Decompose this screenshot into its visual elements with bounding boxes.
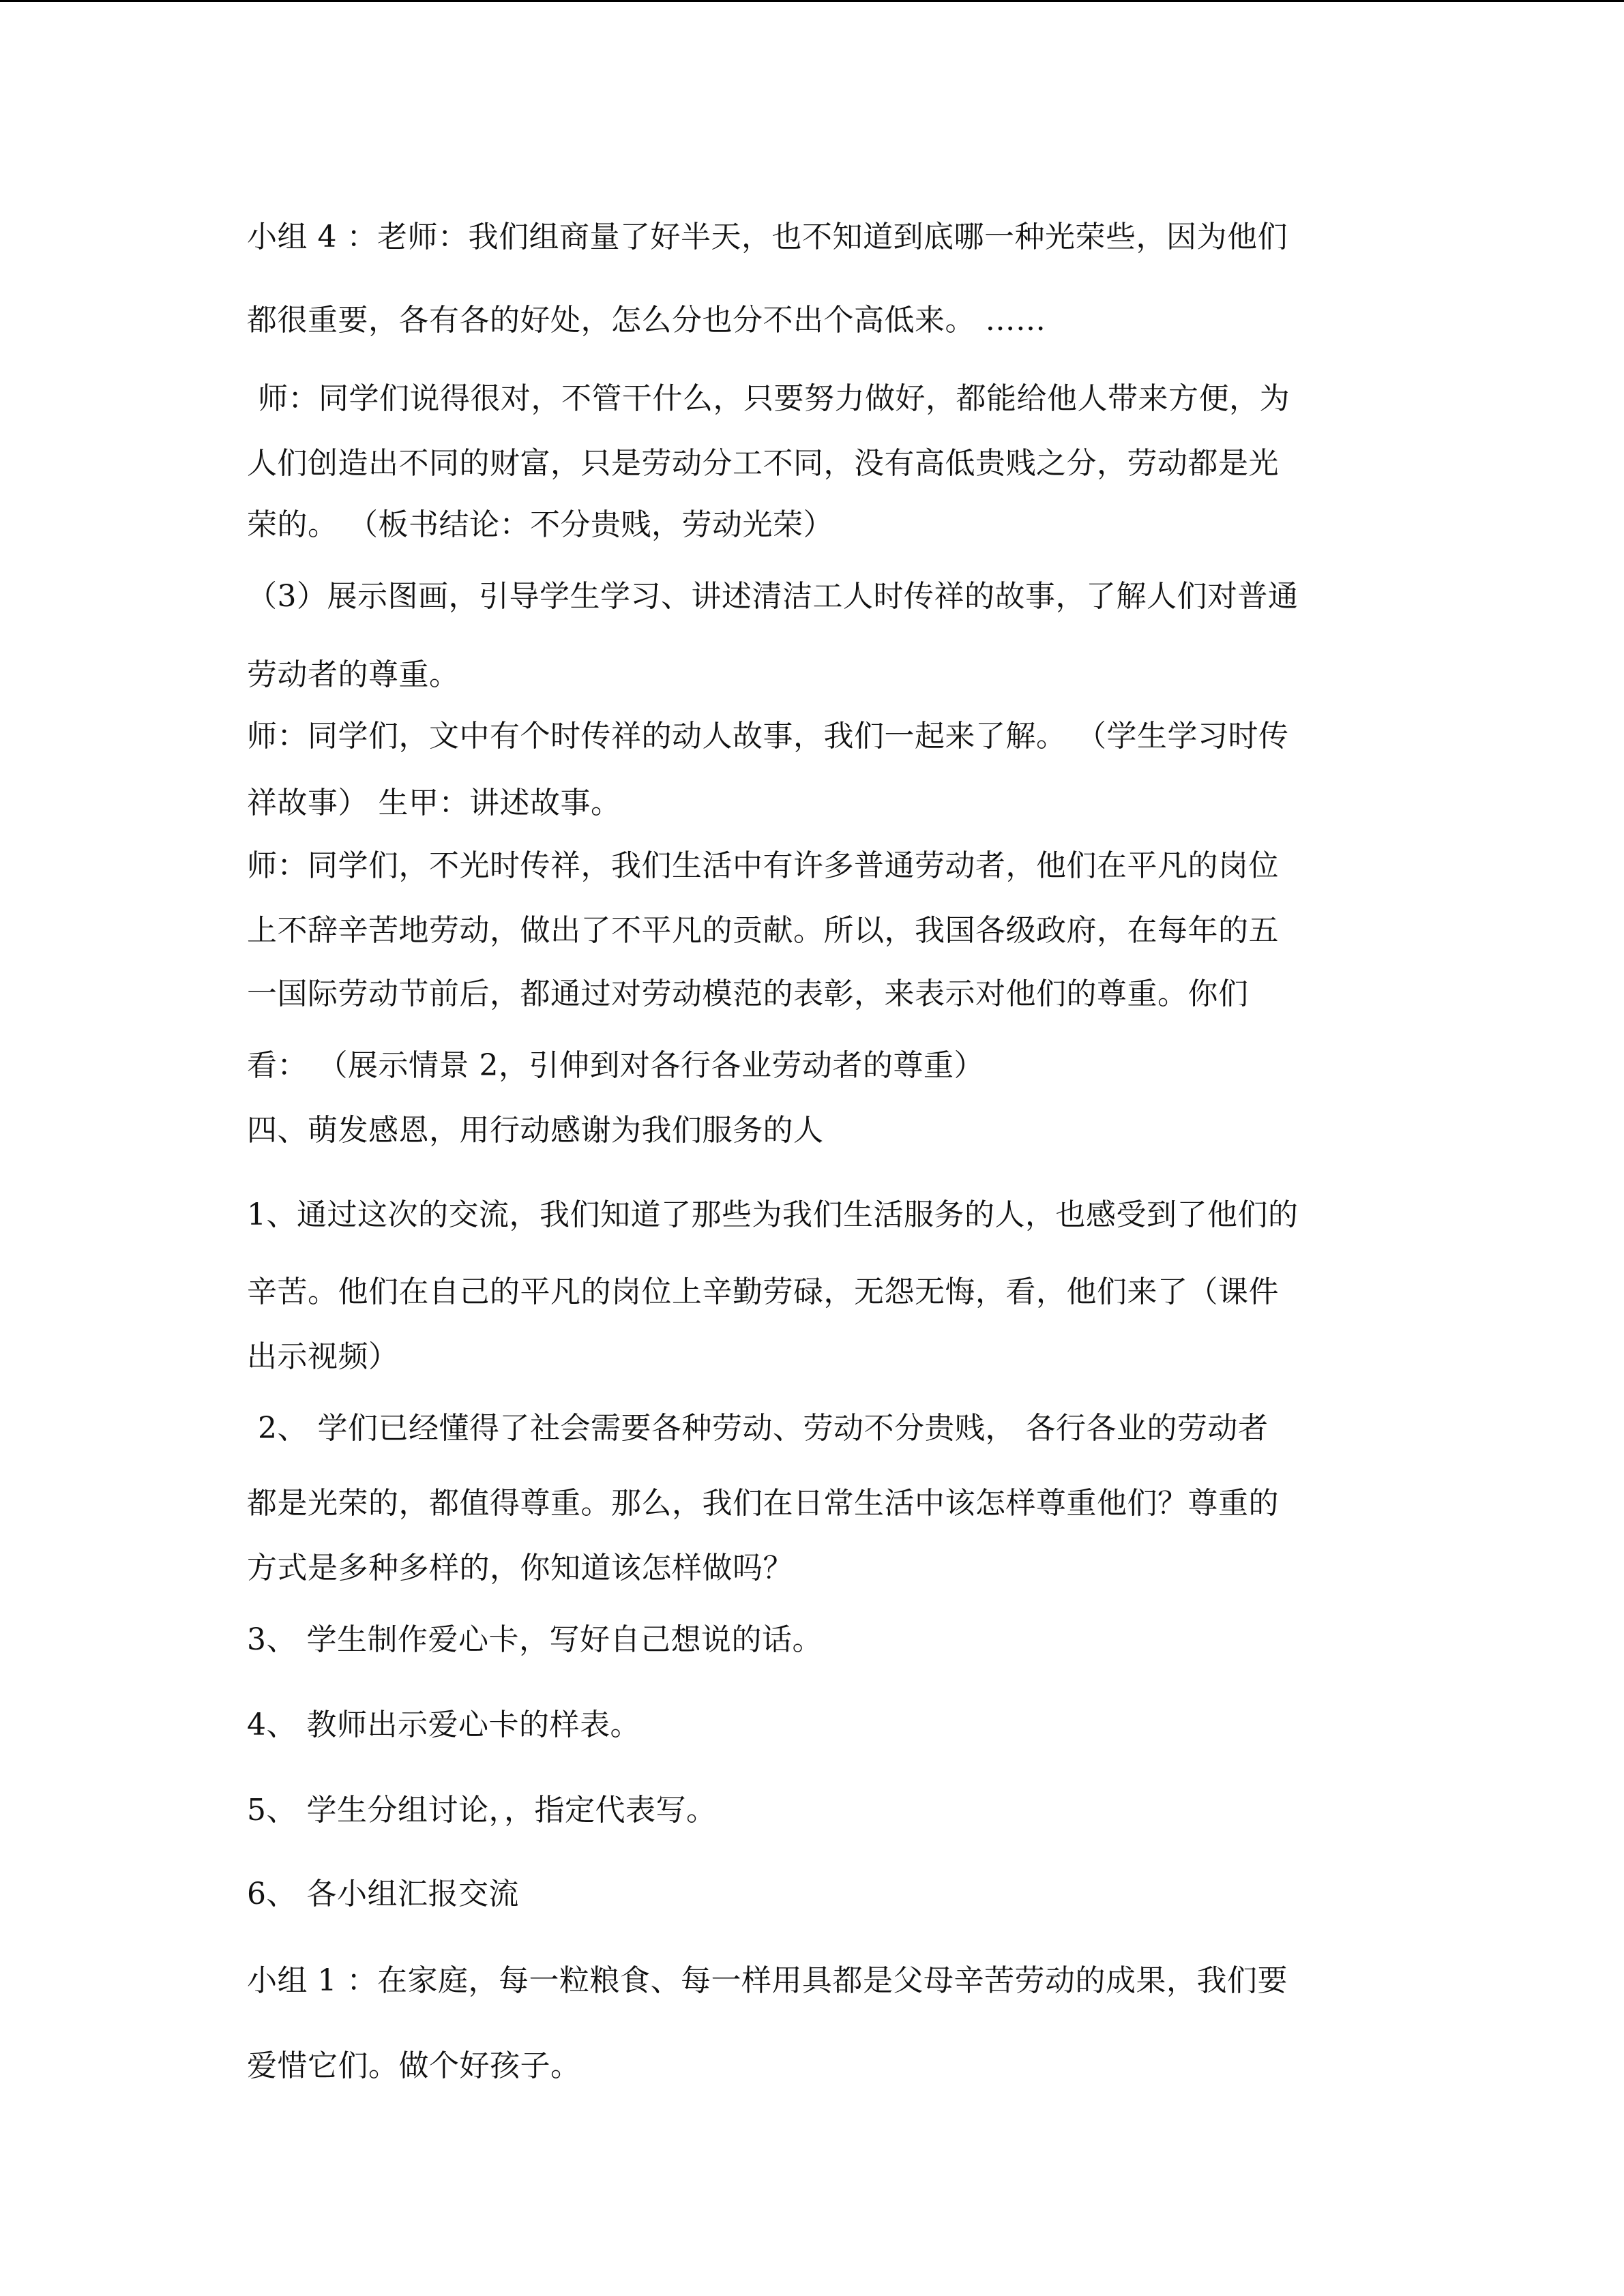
list-item: 4、 教师出示爱心卡的样表。 xyxy=(247,1708,640,1742)
list-item: 5、 学生分组讨论，，指定代表写。 xyxy=(247,1793,717,1828)
text-line: 爱惜它们。做个好孩子。 xyxy=(247,2048,581,2083)
text-line: 一国际劳动节前后，都通过对劳动模范的表彰，来表示对他们的尊重。你们 xyxy=(247,976,1249,1011)
text-line: 荣的。 （板书结论：不分贵贱，劳动光荣） xyxy=(247,507,833,542)
text-line: （3）展示图画，引导学生学习、讲述清洁工人时传祥的故事，了解人们对普通 xyxy=(247,579,1299,614)
list-item: 6、 各小组汇报交流 xyxy=(247,1877,519,1911)
text-line: 辛苦。他们在自己的平凡的岗位上辛勤劳碌，无怨无悔，看，他们来了（课件 xyxy=(247,1274,1279,1309)
list-item: 3、 学生制作爱心卡，写好自己想说的话。 xyxy=(247,1622,823,1657)
text-line: 祥故事） 生甲：讲述故事。 xyxy=(247,786,621,820)
text-line: 看： （展示情景 2，引伸到对各行各业劳动者的尊重） xyxy=(247,1048,984,1083)
text-line: 人们创造出不同的财富，只是劳动分工不同，没有高低贵贱之分，劳动都是光 xyxy=(247,446,1279,481)
text-line: 上不辞辛苦地劳动，做出了不平凡的贡献。所以，我国各级政府，在每年的五 xyxy=(247,913,1279,948)
text-line: 小组 4 ：老师：我们组商量了好半天，也不知道到底哪一种光荣些，因为他们 xyxy=(247,220,1288,254)
text-line: 师：同学们说得很对，不管干什么，只要努力做好，都能给他人带来方便，为 xyxy=(258,381,1290,416)
text-line: 1、通过这次的交流，我们知道了那些为我们生活服务的人，也感受到了他们的 xyxy=(247,1197,1299,1232)
text-line: 都是光荣的，都值得尊重。那么，我们在日常生活中该怎样尊重他们？尊重的 xyxy=(247,1486,1279,1521)
section-heading: 四、萌发感恩，用行动感谢为我们服务的人 xyxy=(247,1113,824,1148)
text-line: 师：同学们，不光时传祥，我们生活中有许多普通劳动者，他们在平凡的岗位 xyxy=(247,848,1279,883)
text-line: 都很重要，各有各的好处，怎么分也分不出个高低来。 …… xyxy=(247,303,1046,338)
text-line: 小组 1 ：在家庭，每一粒粮食、每一样用具都是父母辛苦劳动的成果，我们要 xyxy=(247,1963,1288,1998)
text-line: 2、 学们已经懂得了社会需要各种劳动、劳动不分贵贱， 各行各业的劳动者 xyxy=(258,1411,1269,1446)
text-line: 方式是多种多样的，你知道该怎样做吗？ xyxy=(247,1551,793,1585)
page-top-border xyxy=(0,0,1624,2)
text-line: 师：同学们，文中有个时传祥的动人故事，我们一起来了解。 （学生学习时传 xyxy=(247,719,1289,754)
text-line: 劳动者的尊重。 xyxy=(247,657,460,692)
text-line: 出示视频） xyxy=(247,1339,399,1374)
